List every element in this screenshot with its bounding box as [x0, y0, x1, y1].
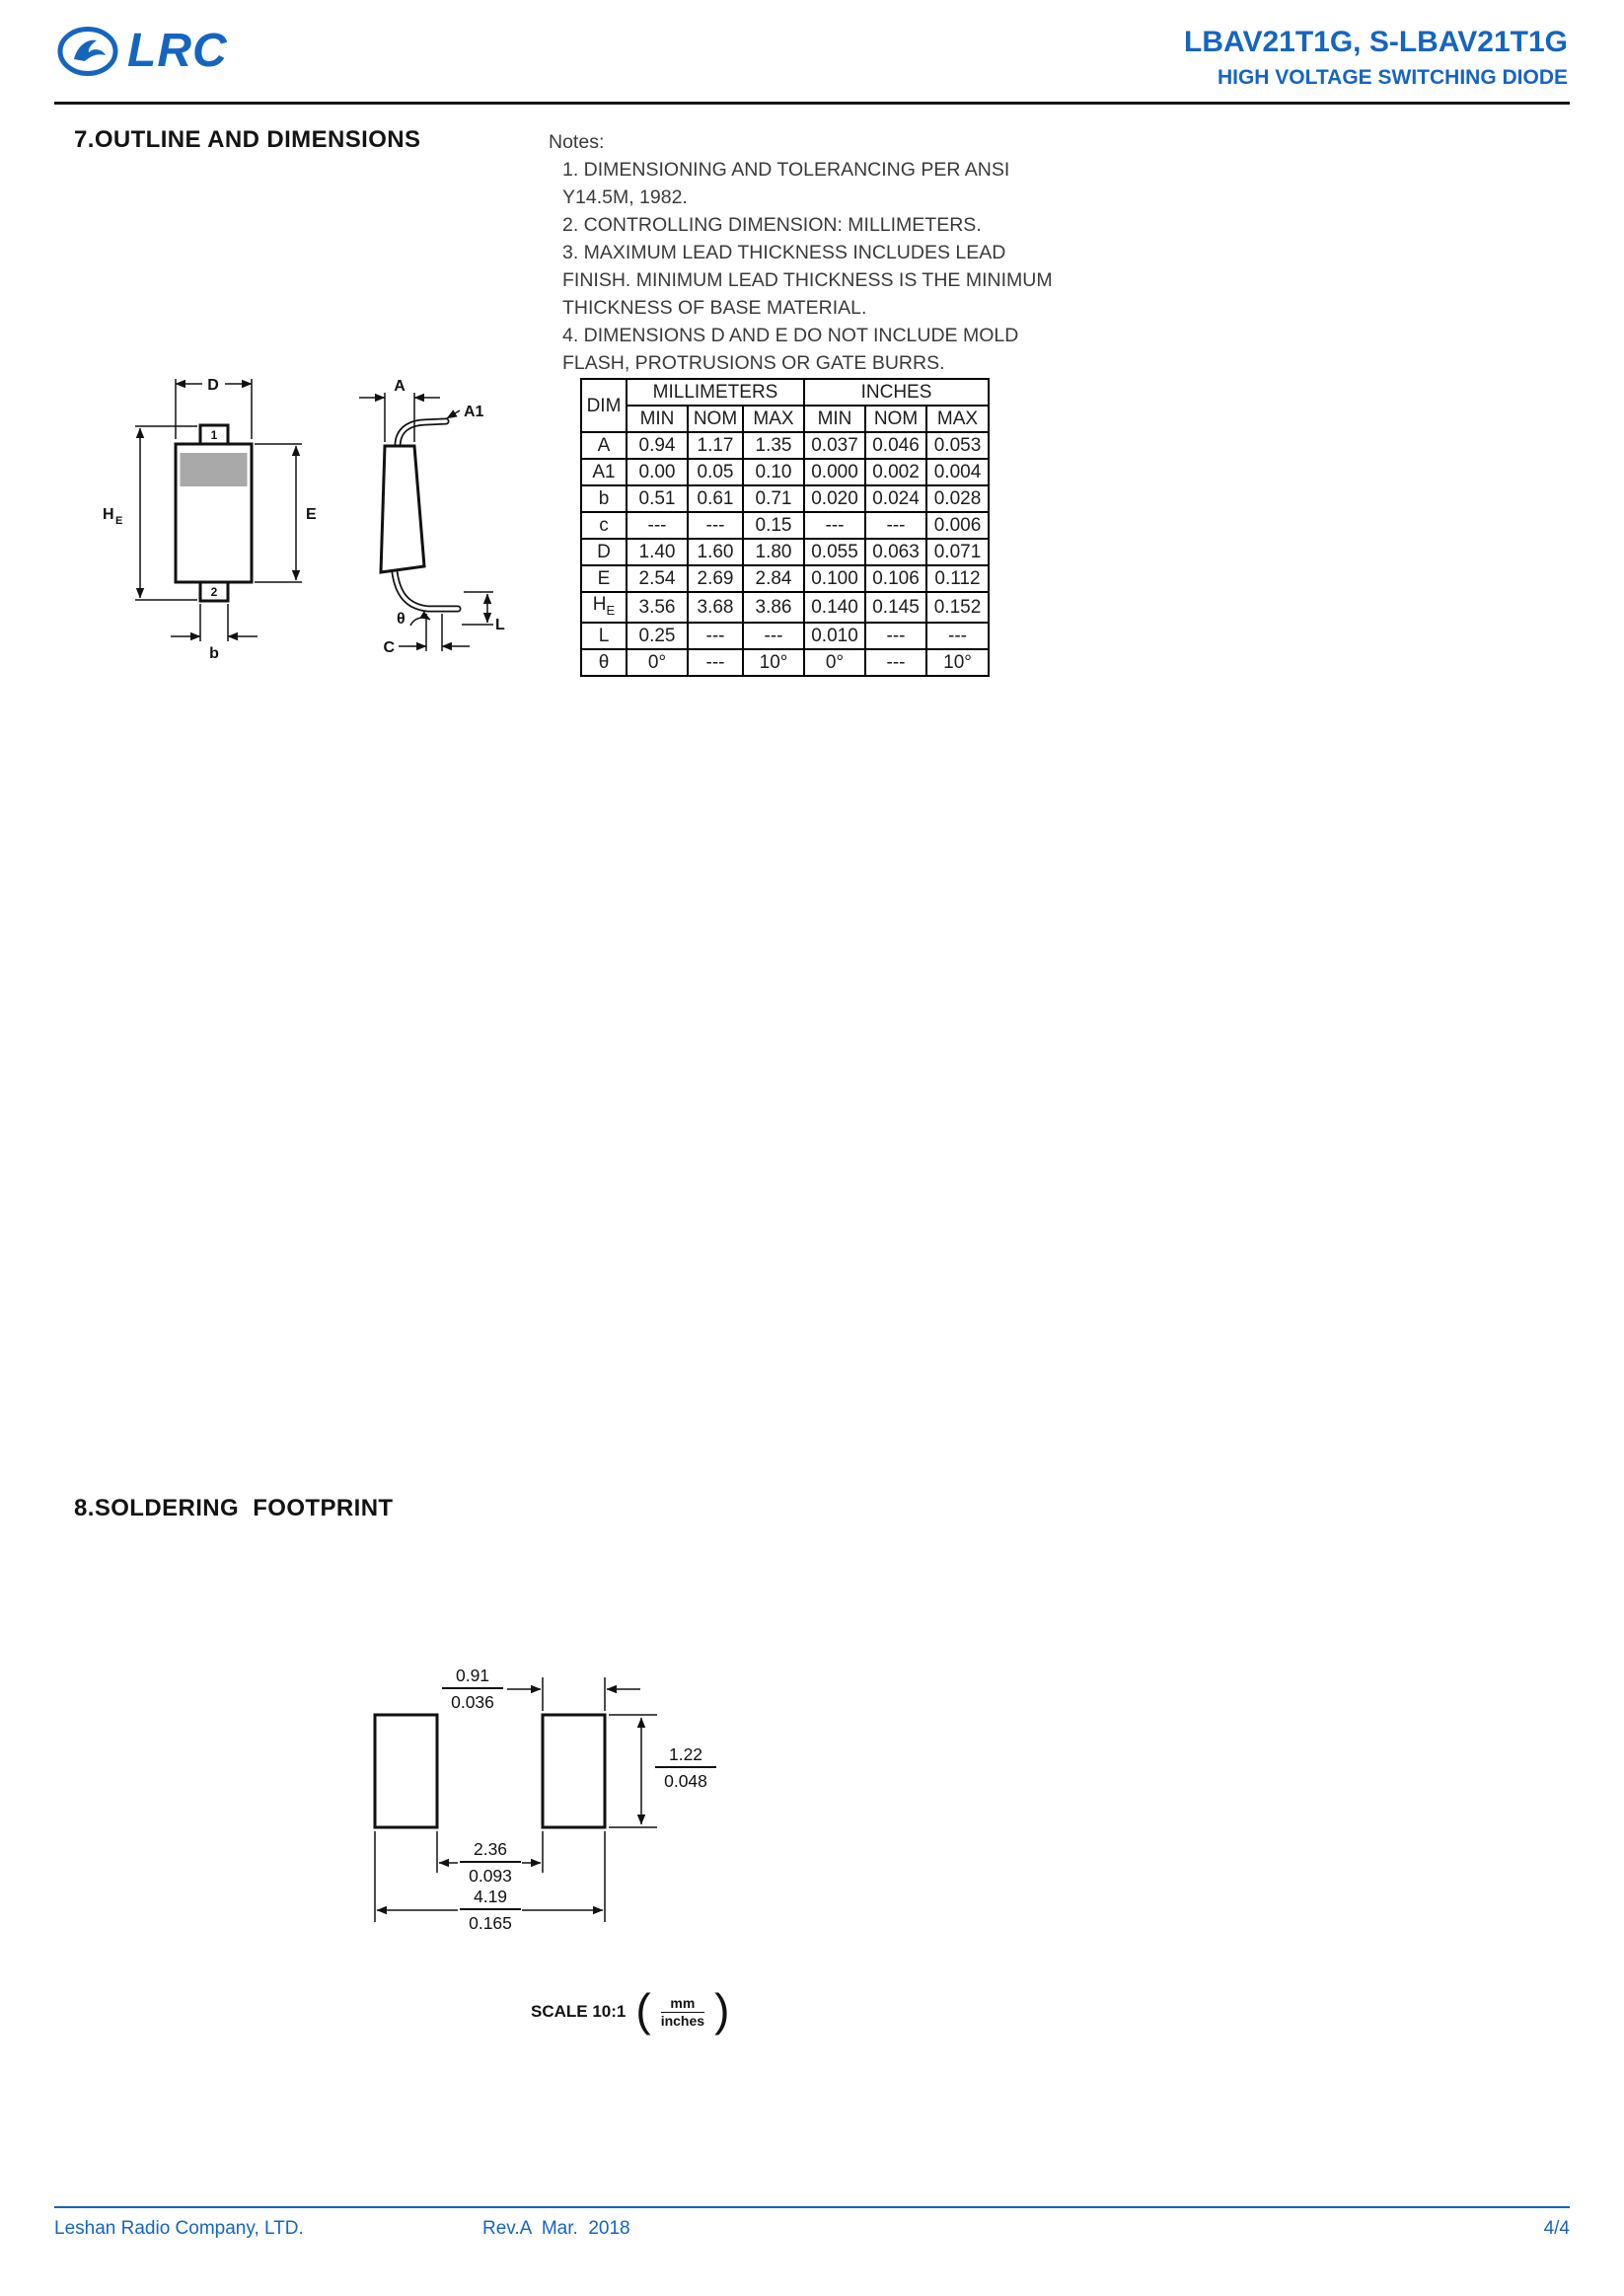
doc-subtitle: HIGH VOLTAGE SWITCHING DIODE	[1217, 66, 1568, 89]
value-cell: 0.05	[688, 459, 743, 485]
pad-gap-dim	[460, 1837, 521, 1888]
table-subheader-row	[581, 406, 989, 432]
value-cell: 2.84	[743, 565, 804, 592]
value-cell: ---	[865, 512, 926, 539]
dim-cell: L	[581, 623, 627, 649]
footer-rule	[54, 2206, 1570, 2208]
pad-width-mm: 0.91	[442, 1664, 503, 1689]
note-line: 3. MAXIMUM LEAD THICKNESS INCLUDES LEAD	[562, 242, 1006, 263]
lrc-logo	[56, 24, 228, 78]
dimension-table	[580, 378, 990, 677]
header-rule	[54, 102, 1570, 105]
scale-note	[531, 1984, 730, 2037]
part-number-title: LBAV21T1G, S-LBAV21T1G	[1184, 26, 1568, 58]
dim-label-E: E	[306, 506, 317, 523]
overall-width-dim	[460, 1885, 521, 1935]
side-view	[359, 378, 505, 656]
value-cell: 0.024	[865, 485, 926, 512]
value-cell: 0.055	[804, 539, 865, 565]
outline-diagram	[94, 365, 567, 691]
table-row	[581, 565, 989, 592]
top-lead	[398, 421, 446, 446]
dim-label-HE: H	[103, 506, 114, 523]
value-cell: 0.063	[865, 539, 926, 565]
unit-inches: inches	[660, 2012, 705, 2029]
open-paren: (	[635, 1984, 651, 2036]
value-cell: 0.004	[926, 459, 989, 485]
dim-subscript: E	[606, 602, 616, 618]
value-cell: ---	[743, 623, 804, 649]
pad-gap-inch: 0.093	[469, 1866, 512, 1886]
value-cell: 1.17	[688, 432, 743, 459]
logo-text: LRC	[127, 25, 228, 77]
value-cell: 10°	[743, 649, 804, 676]
value-cell: 0.61	[688, 485, 743, 512]
left-pad	[375, 1715, 437, 1827]
section8-heading: 8.SOLDERING FOOTPRINT	[74, 1495, 394, 1521]
pad-height-inch: 0.048	[664, 1771, 707, 1791]
value-cell: 0.002	[865, 459, 926, 485]
value-cell: 0.145	[865, 592, 926, 623]
table-row	[581, 649, 989, 676]
value-cell: 2.54	[627, 565, 688, 592]
pad-height-mm: 1.22	[655, 1742, 716, 1768]
value-cell: 0.037	[804, 432, 865, 459]
value-cell: 1.40	[627, 539, 688, 565]
value-cell: 0.00	[627, 459, 688, 485]
value-cell: 0.10	[743, 459, 804, 485]
value-cell: 0°	[804, 649, 865, 676]
value-cell: ---	[926, 623, 989, 649]
value-cell: ---	[688, 623, 743, 649]
value-cell: 0.053	[926, 432, 989, 459]
note-line: 2. CONTROLLING DIMENSION: MILLIMETERS.	[562, 214, 982, 236]
value-cell: 0.94	[627, 432, 688, 459]
value-cell: ---	[804, 512, 865, 539]
pad-height-dim	[655, 1742, 716, 1793]
col-header: MAX	[743, 406, 804, 432]
value-cell: 0.020	[804, 485, 865, 512]
col-header-dim: DIM	[581, 379, 627, 432]
front-view	[103, 377, 317, 662]
value-cell: ---	[688, 512, 743, 539]
note-line: FLASH, PROTRUSIONS OR GATE BURRS.	[562, 352, 945, 374]
table-row	[581, 485, 989, 512]
lrc-logo-icon	[56, 26, 119, 77]
value-cell: 1.35	[743, 432, 804, 459]
table-row	[581, 432, 989, 459]
pad-width-inch: 0.036	[451, 1692, 494, 1712]
dim-label-A: A	[394, 378, 406, 395]
value-cell: 3.86	[743, 592, 804, 623]
footprint-diagram	[355, 1658, 730, 1944]
value-cell: 3.56	[627, 592, 688, 623]
cathode-band	[181, 453, 248, 486]
value-cell: 0.51	[627, 485, 688, 512]
value-cell: 1.60	[688, 539, 743, 565]
dim-label-D: D	[207, 377, 219, 394]
value-cell: 10°	[926, 649, 989, 676]
value-cell: 2.69	[688, 565, 743, 592]
value-cell: 0°	[627, 649, 688, 676]
value-cell: 0.71	[743, 485, 804, 512]
value-cell: 0.152	[926, 592, 989, 623]
dim-cell: A	[581, 432, 627, 459]
dim-label-C: C	[383, 639, 395, 656]
value-cell: 0.000	[804, 459, 865, 485]
dim-cell: $H_E$	[581, 592, 627, 623]
dim-cell: θ	[581, 649, 627, 676]
notes-block	[549, 128, 1062, 377]
footer-company: Leshan Radio Company, LTD.	[54, 2218, 304, 2239]
note-line: 4. DIMENSIONS D AND E DO NOT INCLUDE MOLD	[562, 325, 1019, 346]
col-header: NOM	[688, 406, 743, 432]
table-row	[581, 512, 989, 539]
bottom-lead	[395, 572, 458, 609]
dim-label-b: b	[209, 645, 219, 662]
dim-cell: b	[581, 485, 627, 512]
note-line: 1. DIMENSIONING AND TOLERANCING PER ANSI	[562, 159, 1010, 181]
value-cell: 0.006	[926, 512, 989, 539]
value-cell: 0.140	[804, 592, 865, 623]
col-header: NOM	[865, 406, 926, 432]
unit-mm: mm	[661, 1995, 704, 2013]
pin2-label: 2	[210, 585, 218, 599]
dim-cell: D	[581, 539, 627, 565]
footer-page-number: 4/4	[1543, 2218, 1570, 2239]
value-cell: 0.25	[627, 623, 688, 649]
value-cell: 0.071	[926, 539, 989, 565]
close-paren: )	[714, 1984, 730, 2036]
section7-heading: 7.OUTLINE AND DIMENSIONS	[74, 126, 421, 153]
scale-label: SCALE 10:1	[531, 2002, 627, 2021]
dim-cell: A1	[581, 459, 627, 485]
units-fraction	[661, 1995, 704, 2030]
dim-cell: E	[581, 565, 627, 592]
value-cell: 0.112	[926, 565, 989, 592]
value-cell: ---	[865, 649, 926, 676]
note-line: Y14.5M, 1982.	[562, 186, 688, 208]
value-cell: 0.100	[804, 565, 865, 592]
value-cell: 0.15	[743, 512, 804, 539]
pin1-label: 1	[210, 428, 218, 442]
value-cell: 1.80	[743, 539, 804, 565]
value-cell: 0.106	[865, 565, 926, 592]
notes-label: Notes:	[549, 131, 605, 153]
value-cell: 3.68	[688, 592, 743, 623]
col-header: MAX	[926, 406, 989, 432]
value-cell: 0.046	[865, 432, 926, 459]
col-group-millimeters: MILLIMETERS	[627, 379, 804, 406]
right-pad	[543, 1715, 605, 1827]
col-header: MIN	[804, 406, 865, 432]
dim-cell: c	[581, 512, 627, 539]
note-line: FINISH. MINIMUM LEAD THICKNESS IS THE MINIMUM	[562, 269, 1053, 291]
pad-gap-mm: 2.36	[460, 1837, 521, 1863]
value-cell: ---	[688, 649, 743, 676]
overall-width-mm: 4.19	[460, 1885, 521, 1910]
table-header-row	[581, 379, 989, 406]
table-row	[581, 623, 989, 649]
dim-label-A1: A1	[464, 404, 484, 420]
table-row	[581, 539, 989, 565]
dim-label-theta: θ	[397, 611, 406, 628]
dim-label-HE-sub: E	[115, 515, 123, 527]
table-row	[581, 459, 989, 485]
col-group-inches: INCHES	[804, 379, 989, 406]
title-block	[1184, 26, 1568, 90]
value-cell: 0.028	[926, 485, 989, 512]
note-line: THICKNESS OF BASE MATERIAL.	[562, 297, 867, 319]
table-row	[581, 592, 989, 623]
footer-revision: Rev.A Mar. 2018	[482, 2218, 630, 2239]
col-header: MIN	[627, 406, 688, 432]
value-cell: ---	[865, 623, 926, 649]
overall-width-inch: 0.165	[469, 1913, 512, 1933]
pad-width-dim	[442, 1664, 503, 1714]
value-cell: ---	[627, 512, 688, 539]
package-body-side	[381, 446, 424, 572]
dim-label-L: L	[495, 617, 505, 633]
value-cell: 0.010	[804, 623, 865, 649]
